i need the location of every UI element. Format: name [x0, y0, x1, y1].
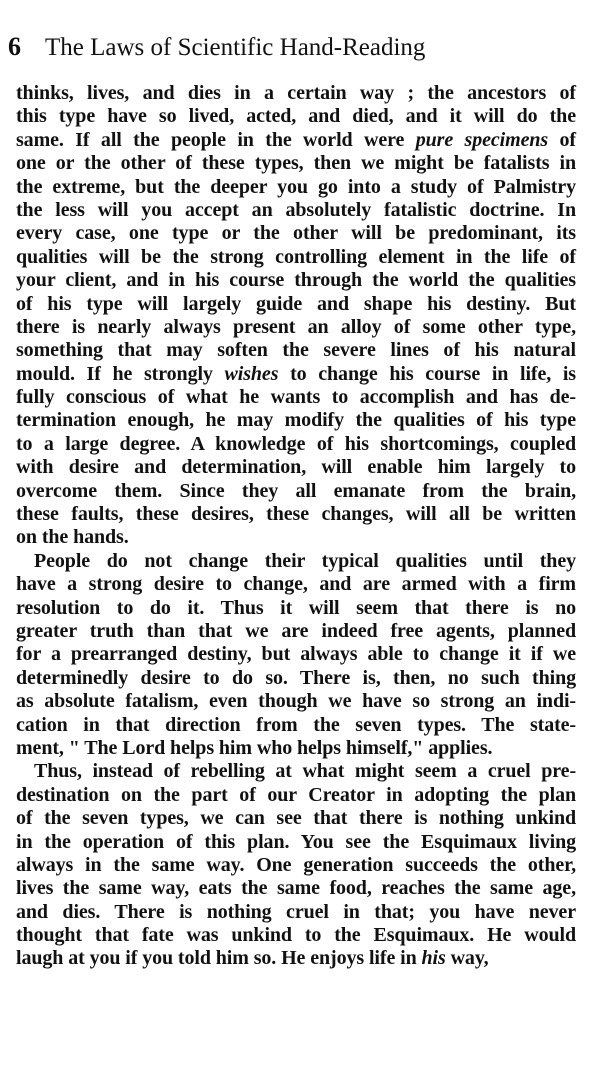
text-line: and dies. There is nothing cruel in that; you have never: [16, 900, 576, 923]
text-line: the extreme, but the deeper you go into a study of Palmistry: [16, 175, 576, 198]
text-line: destination on the part of our Creator in adopting the plan: [16, 783, 576, 806]
text-line: resolution to do it. Thus it will seem that there is no: [16, 596, 576, 619]
running-title: The Laws of Scientific Hand-Reading: [45, 34, 426, 61]
text-line: something that may soften the severe lines of his natural: [16, 339, 576, 362]
text-line: ment, " The Lord helps him who helps himself," applies.: [16, 736, 493, 759]
text-line: your client, and in his course through the world the qualities: [16, 269, 576, 292]
text-line: in the operation of this plan. You see the Esquimaux living: [16, 830, 576, 853]
text-line: always in the same way. One generation succeeds the other,: [16, 853, 576, 876]
paragraph: [16, 550, 576, 761]
text-line: cation in that direction from the seven types. The state-: [16, 713, 576, 736]
text-line: determinedly desire to do so. There is, then, no such thing: [16, 666, 576, 689]
text-line: on the hands.: [16, 526, 129, 549]
text-line: there is nearly always present an alloy of some other type,: [16, 315, 576, 338]
text-line: lives the same way, eats the same food, reaches the same age,: [16, 877, 576, 900]
text-line: termination enough, he may modify the qualities of his type: [16, 409, 576, 432]
text-line: thought that fate was unkind to the Esquimaux. He would: [16, 924, 576, 947]
body-text: [16, 82, 576, 971]
text-line: People do not change their typical qualities until they: [34, 549, 576, 572]
text-line: these faults, these desires, these changes, will all be written: [16, 503, 576, 526]
text-line: same. If all the people in the world were pure specimens of: [16, 128, 576, 151]
text-line: mould. If he strongly wishes to change his course in life, is: [16, 362, 576, 385]
text-line: of the seven types, we can see that there is nothing unkind: [16, 807, 576, 830]
text-line: one or the other of these types, then we might be fatalists in: [16, 152, 576, 175]
text-line: of his type will largely guide and shape his destiny. But: [16, 292, 576, 315]
text-line: thinks, lives, and dies in a certain way ; the ancestors of: [16, 82, 576, 104]
italic-emphasis: pure specimens: [415, 128, 549, 151]
text-line: Thus, instead of rebelling at what might seem a cruel pre-: [34, 760, 576, 783]
paragraph: [16, 760, 576, 971]
text-line: as absolute fatalism, even though we have so strong an indi-: [16, 690, 576, 713]
text-line: the less will you accept an absolutely fatalistic doctrine. In: [16, 198, 576, 221]
text-line: laugh at you if you told him so. He enjoys life in his way,: [16, 947, 489, 970]
italic-emphasis: wishes: [224, 362, 279, 385]
text-line: for a prearranged destiny, but always able to change it if we: [16, 643, 576, 666]
text-line: every case, one type or the other will be predominant, its: [16, 222, 576, 245]
page-header: [8, 32, 425, 66]
paragraph: [16, 82, 576, 550]
text-line: qualities will be the strong controlling element in the life of: [16, 245, 576, 268]
text-line: this type have so lived, acted, and died, and it will do the: [16, 105, 576, 128]
italic-emphasis: his: [421, 947, 446, 970]
text-line: overcome them. Since they all emanate from the brain,: [16, 479, 576, 502]
text-line: greater truth than that we are indeed free agents, planned: [16, 619, 576, 642]
text-line: have a strong desire to change, and are armed with a firm: [16, 573, 576, 596]
text-line: with desire and determination, will enable him largely to: [16, 456, 576, 479]
page-number: 6: [8, 32, 21, 61]
text-line: fully conscious of what he wants to accomplish and has de-: [16, 386, 576, 409]
text-line: to a large degree. A knowledge of his shortcomings, coupled: [16, 432, 576, 455]
